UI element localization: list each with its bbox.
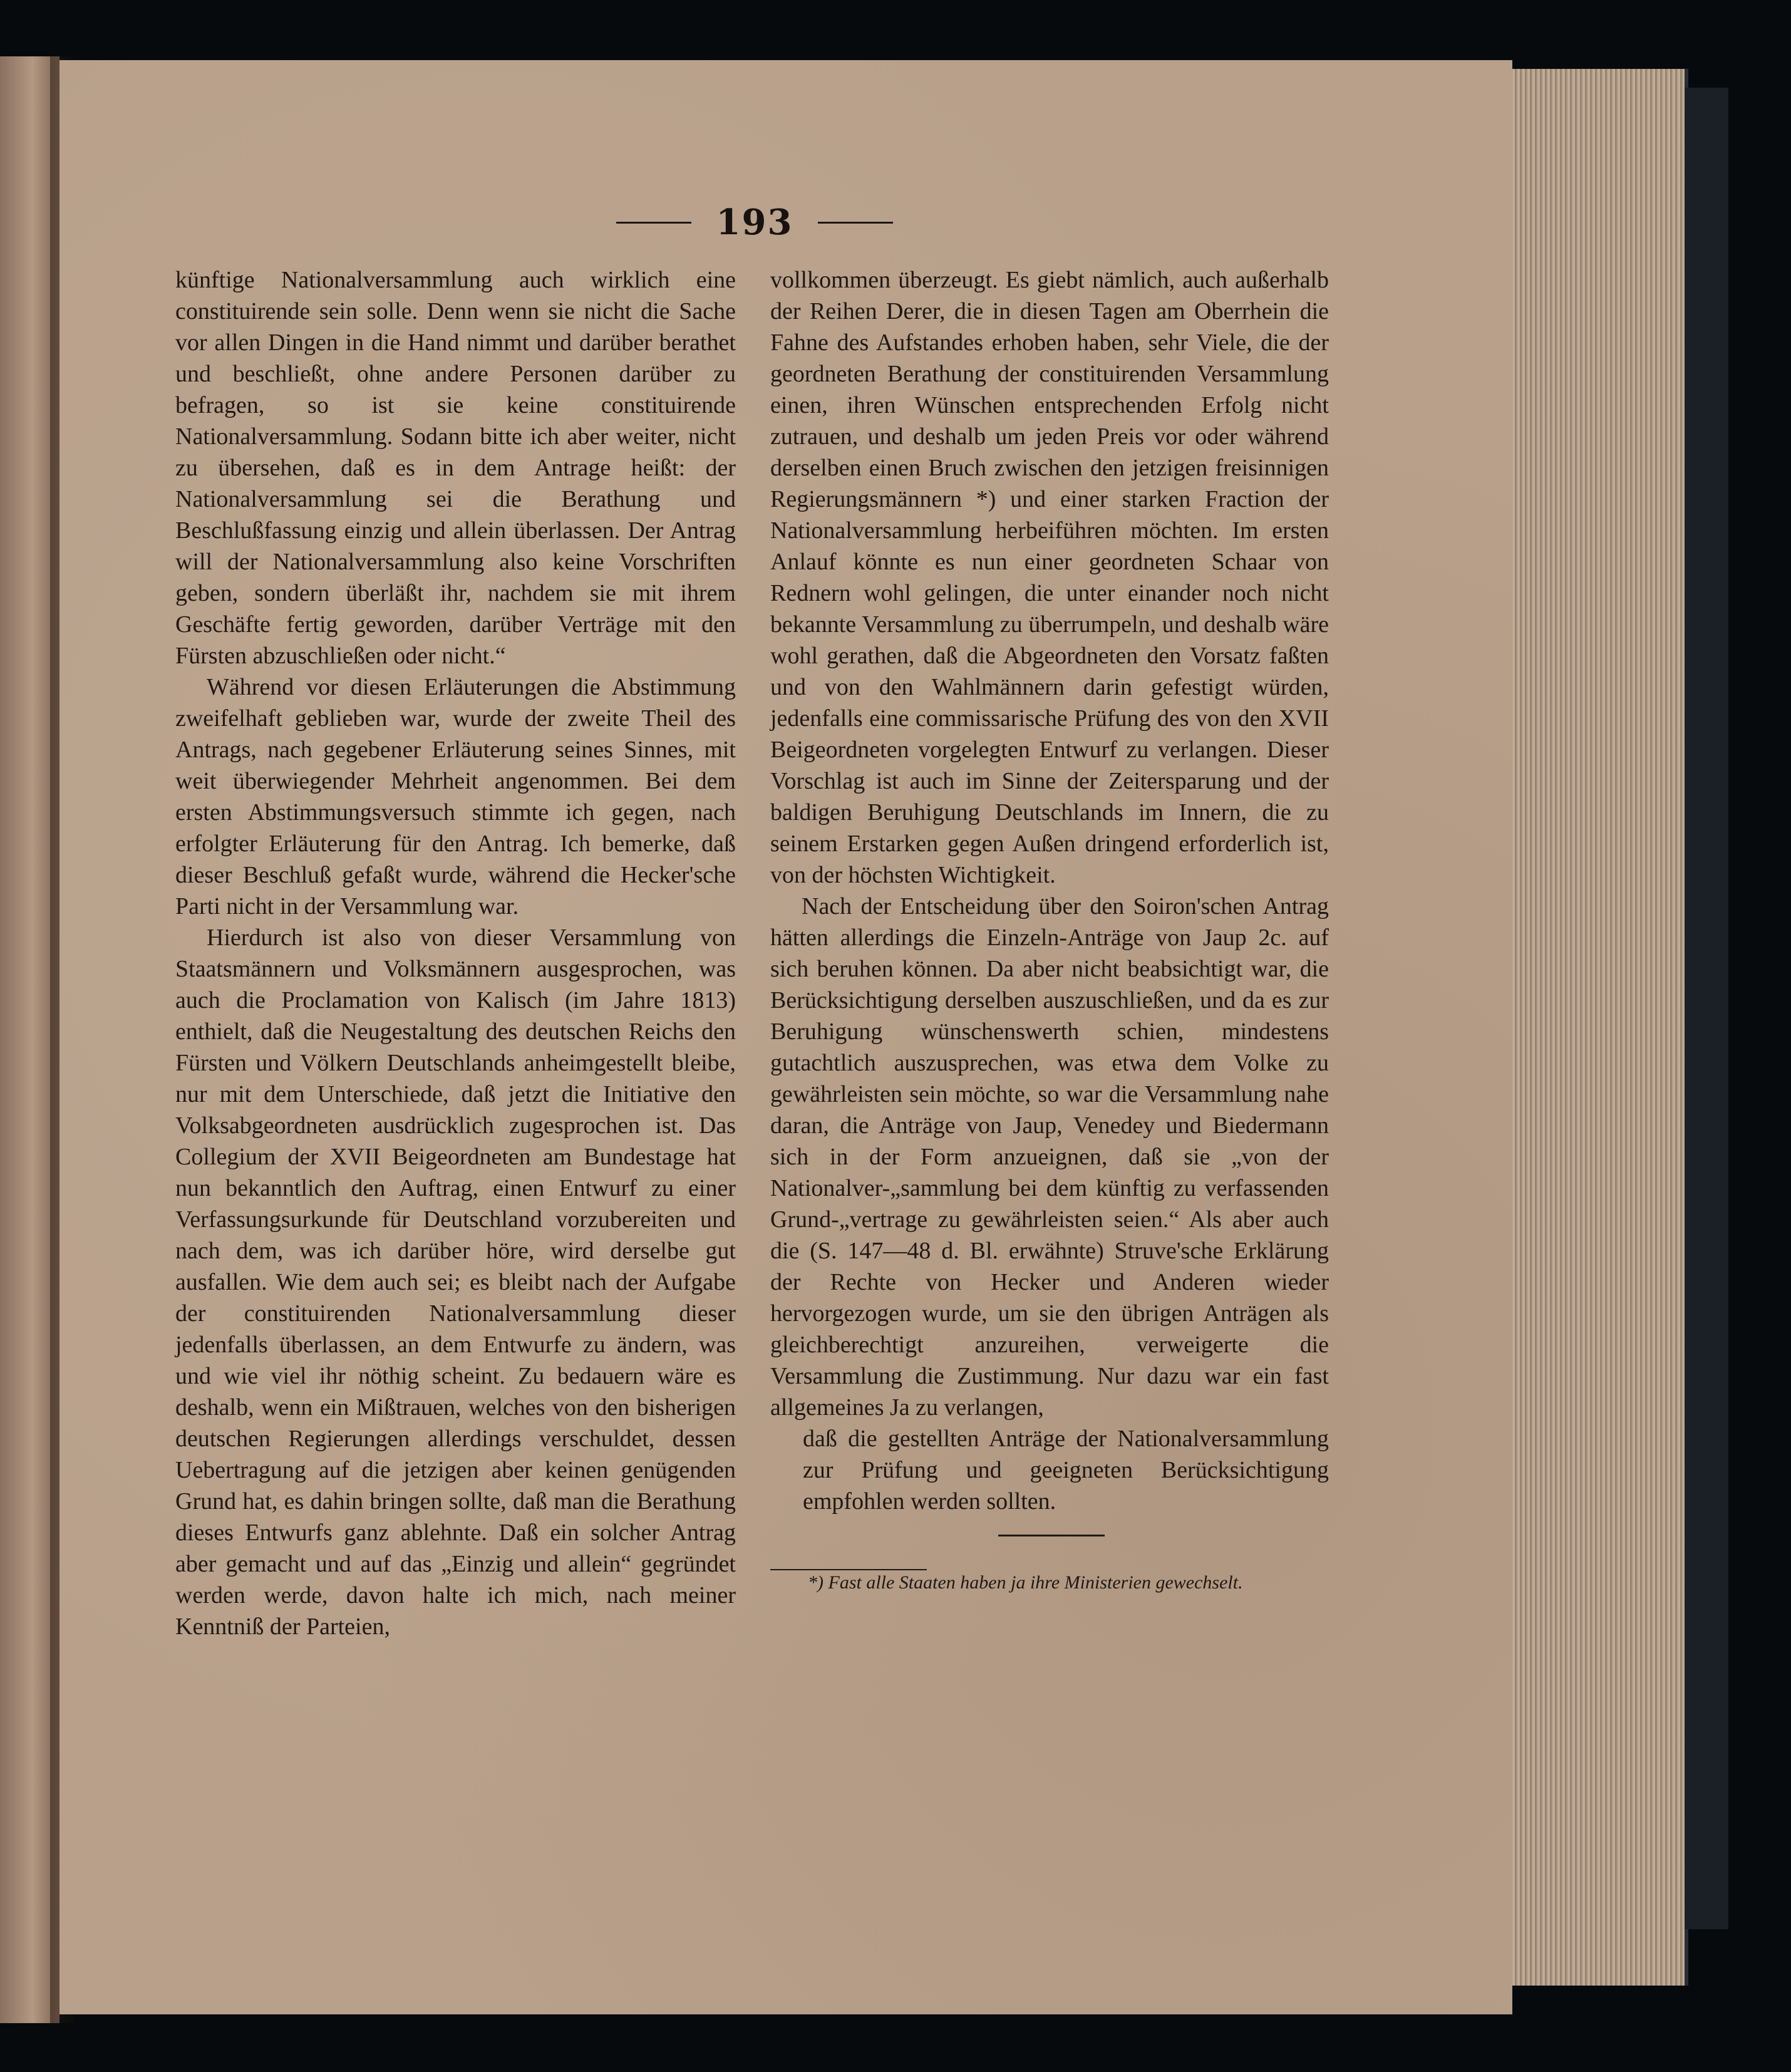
section-rule — [998, 1535, 1105, 1536]
paragraph: vollkommen überzeugt. Es giebt nämlich, auch außerhalb der Reihen Derer, die in diesen Tagen am Oberrhein die Fahne des Aufstandes erhoben haben, sehr Viele, die der geordneten Berathung der constituirenden Versammlung einen, ihren Wünschen entsprechenden Erfolg nicht zutrauen, und deshalb um jeden Preis vor oder während derselben einen Bruch zwischen den jetzigen freisinnigen Regierungsmännern *) und einer starken Fraction der Nationalversammlung herbeiführen möchten. Im ersten Anlauf könnte es nun einer geordneten Schaar von Rednern wohl gelingen, die unter einander noch nicht bekannte Versammlung zu überrumpeln, und deshalb wäre wohl gerathen, daß die Abgeordneten den Vorsatz faßten und von den Wahlmännern darin gefestigt würden, jedenfalls eine commissarische Prüfung des von den XVII Beigeordneten vorgelegten Entwurf zu verlangen. Dieser Vorschlag ist auch im Sinne der Zeitersparung und der baldigen Beruhigung Deutschlands im Innern, die zu seinem Erstarken gegen Außen dringend erforderlich ist, von der höchsten Wichtigkeit. — [770, 267, 1329, 888]
paragraph: künftige Nationalversammlung auch wirklich eine constituirende sein solle. Denn wenn sie nicht die Sache vor allen Dingen in die Hand nimmt und darüber berathet und beschließt, ohne andere Personen darüber zu befragen, so ist sie keine constituirende Nationalversammlung. Sodann bitte ich aber weiter, nicht zu übersehen, daß es in dem Antrage heißt: der Nationalversammlung sei die Berathung und Beschlußfassung einzig und allein überlassen. Der Antrag will der Nationalversammlung also keine Vorschriften geben, sondern überläßt ihr, nachdem sie mit ihrem Geschäfte fertig geworden, darüber Verträge mit den Fürsten abzuschließen oder nicht.“ — [175, 267, 736, 669]
resolution-quote: daß die gestellten Anträge der Nationalversammlung zur Prüfung und geeigneten Berücksichtigung empfohlen werden sollten. — [803, 1426, 1329, 1515]
right-column — [770, 264, 1329, 1595]
book-cover — [1685, 88, 1728, 1929]
page-stack-edges — [1512, 69, 1688, 1986]
paragraph: Hierdurch ist also von dieser Versammlung von Staatsmännern und Volksmännern ausgesprochen, was auch die Proclamation von Kalisch (im Jahre 1813) enthielt, daß die Neugestaltung des deutschen Reichs den Fürsten und Völkern Deutschlands anheimgestellt bleibe, nur mit dem Unterschiede, daß jetzt die Initiative den Volksabgeordneten ausdrücklich zugesprochen ist. Das Collegium der XVII Beigeordneten am Bundestage hat nun bekanntlich den Auftrag, einen Entwurf zu einer Verfassungsurkunde für Deutschland vorzubereiten und nach dem, was ich darüber höre, wird derselbe gut ausfallen. Wie dem auch sei; es bleibt nach der Aufgabe der constituirenden Nationalversammlung dieser jedenfalls überlassen, an dem Entwurfe zu ändern, was und wie viel ihr nöthig scheint. Zu bedauern wäre es deshalb, wenn ein Mißtrauen, welches von den bisherigen deutschen Regierungen allerdings verschuldet, dessen Uebertragung auf die jetzigen aber keinen genügenden Grund hat, es dahin bringen sollte, daß man die Berathung dieses Entwurfs ganz ablehnte. Daß ein solcher Antrag aber gemacht und auf das „Einzig und allein“ gegründet werden werde, davon halte ich mich, nach meiner Kenntniß der Parteien, — [175, 925, 736, 1640]
paragraph: Während vor diesen Erläuterungen die Abstimmung zweifelhaft geblieben war, wurde der zweite Theil des Antrags, nach gegebener Erläuterung seines Sinnes, mit weit überwiegender Mehrheit angenommen. Bei dem ersten Abstimmungsversuch stimmte ich gegen, nach erfolgter Erläuterung für den Antrag. Ich bemerke, daß dieser Beschluß gefaßt wurde, während die Hecker'sche Parti nicht in der Versammlung war. — [175, 674, 736, 919]
page-number: 193 — [716, 202, 793, 243]
paragraph: Nach der Entscheidung über den Soiron'schen Antrag hätten allerdings die Einzeln-Anträge von Jaup 2c. auf sich beruhen können. Da aber nicht beabsichtigt war, die Berücksichtigung derselben auszuschließen, und da es zur Beruhigung wünschenswerth schien, mindestens gutachtlich auszusprechen, was etwa dem Volke zu gewährleisten sein möchte, so war die Versammlung nahe daran, die Anträge von Jaup, Venedey und Biedermann sich in der Form anzueignen, daß sie „von der Nationalver-„sammlung bei dem künftig zu verfassenden Grund-„vertrage zu gewährleisten seien.“ Als aber auch die (S. 147—48 d. Bl. erwähnte) Struve'sche Erklärung der Rechte von Hecker und Anderen wieder hervorgezogen wurde, um sie den übrigen Anträgen als gleichberechtigt anzureihen, verweigerte die Versammlung die Zustimmung. Nur dazu war ein fast allgemeines Ja zu verlangen, — [770, 893, 1329, 1421]
footnote: *) Fast alle Staaten haben ja ihre Ministerien gewechselt. — [808, 1572, 1243, 1593]
header-rule-right — [818, 222, 893, 224]
page-header — [592, 194, 917, 251]
header-rule-left — [616, 222, 691, 224]
left-column — [175, 264, 736, 1642]
